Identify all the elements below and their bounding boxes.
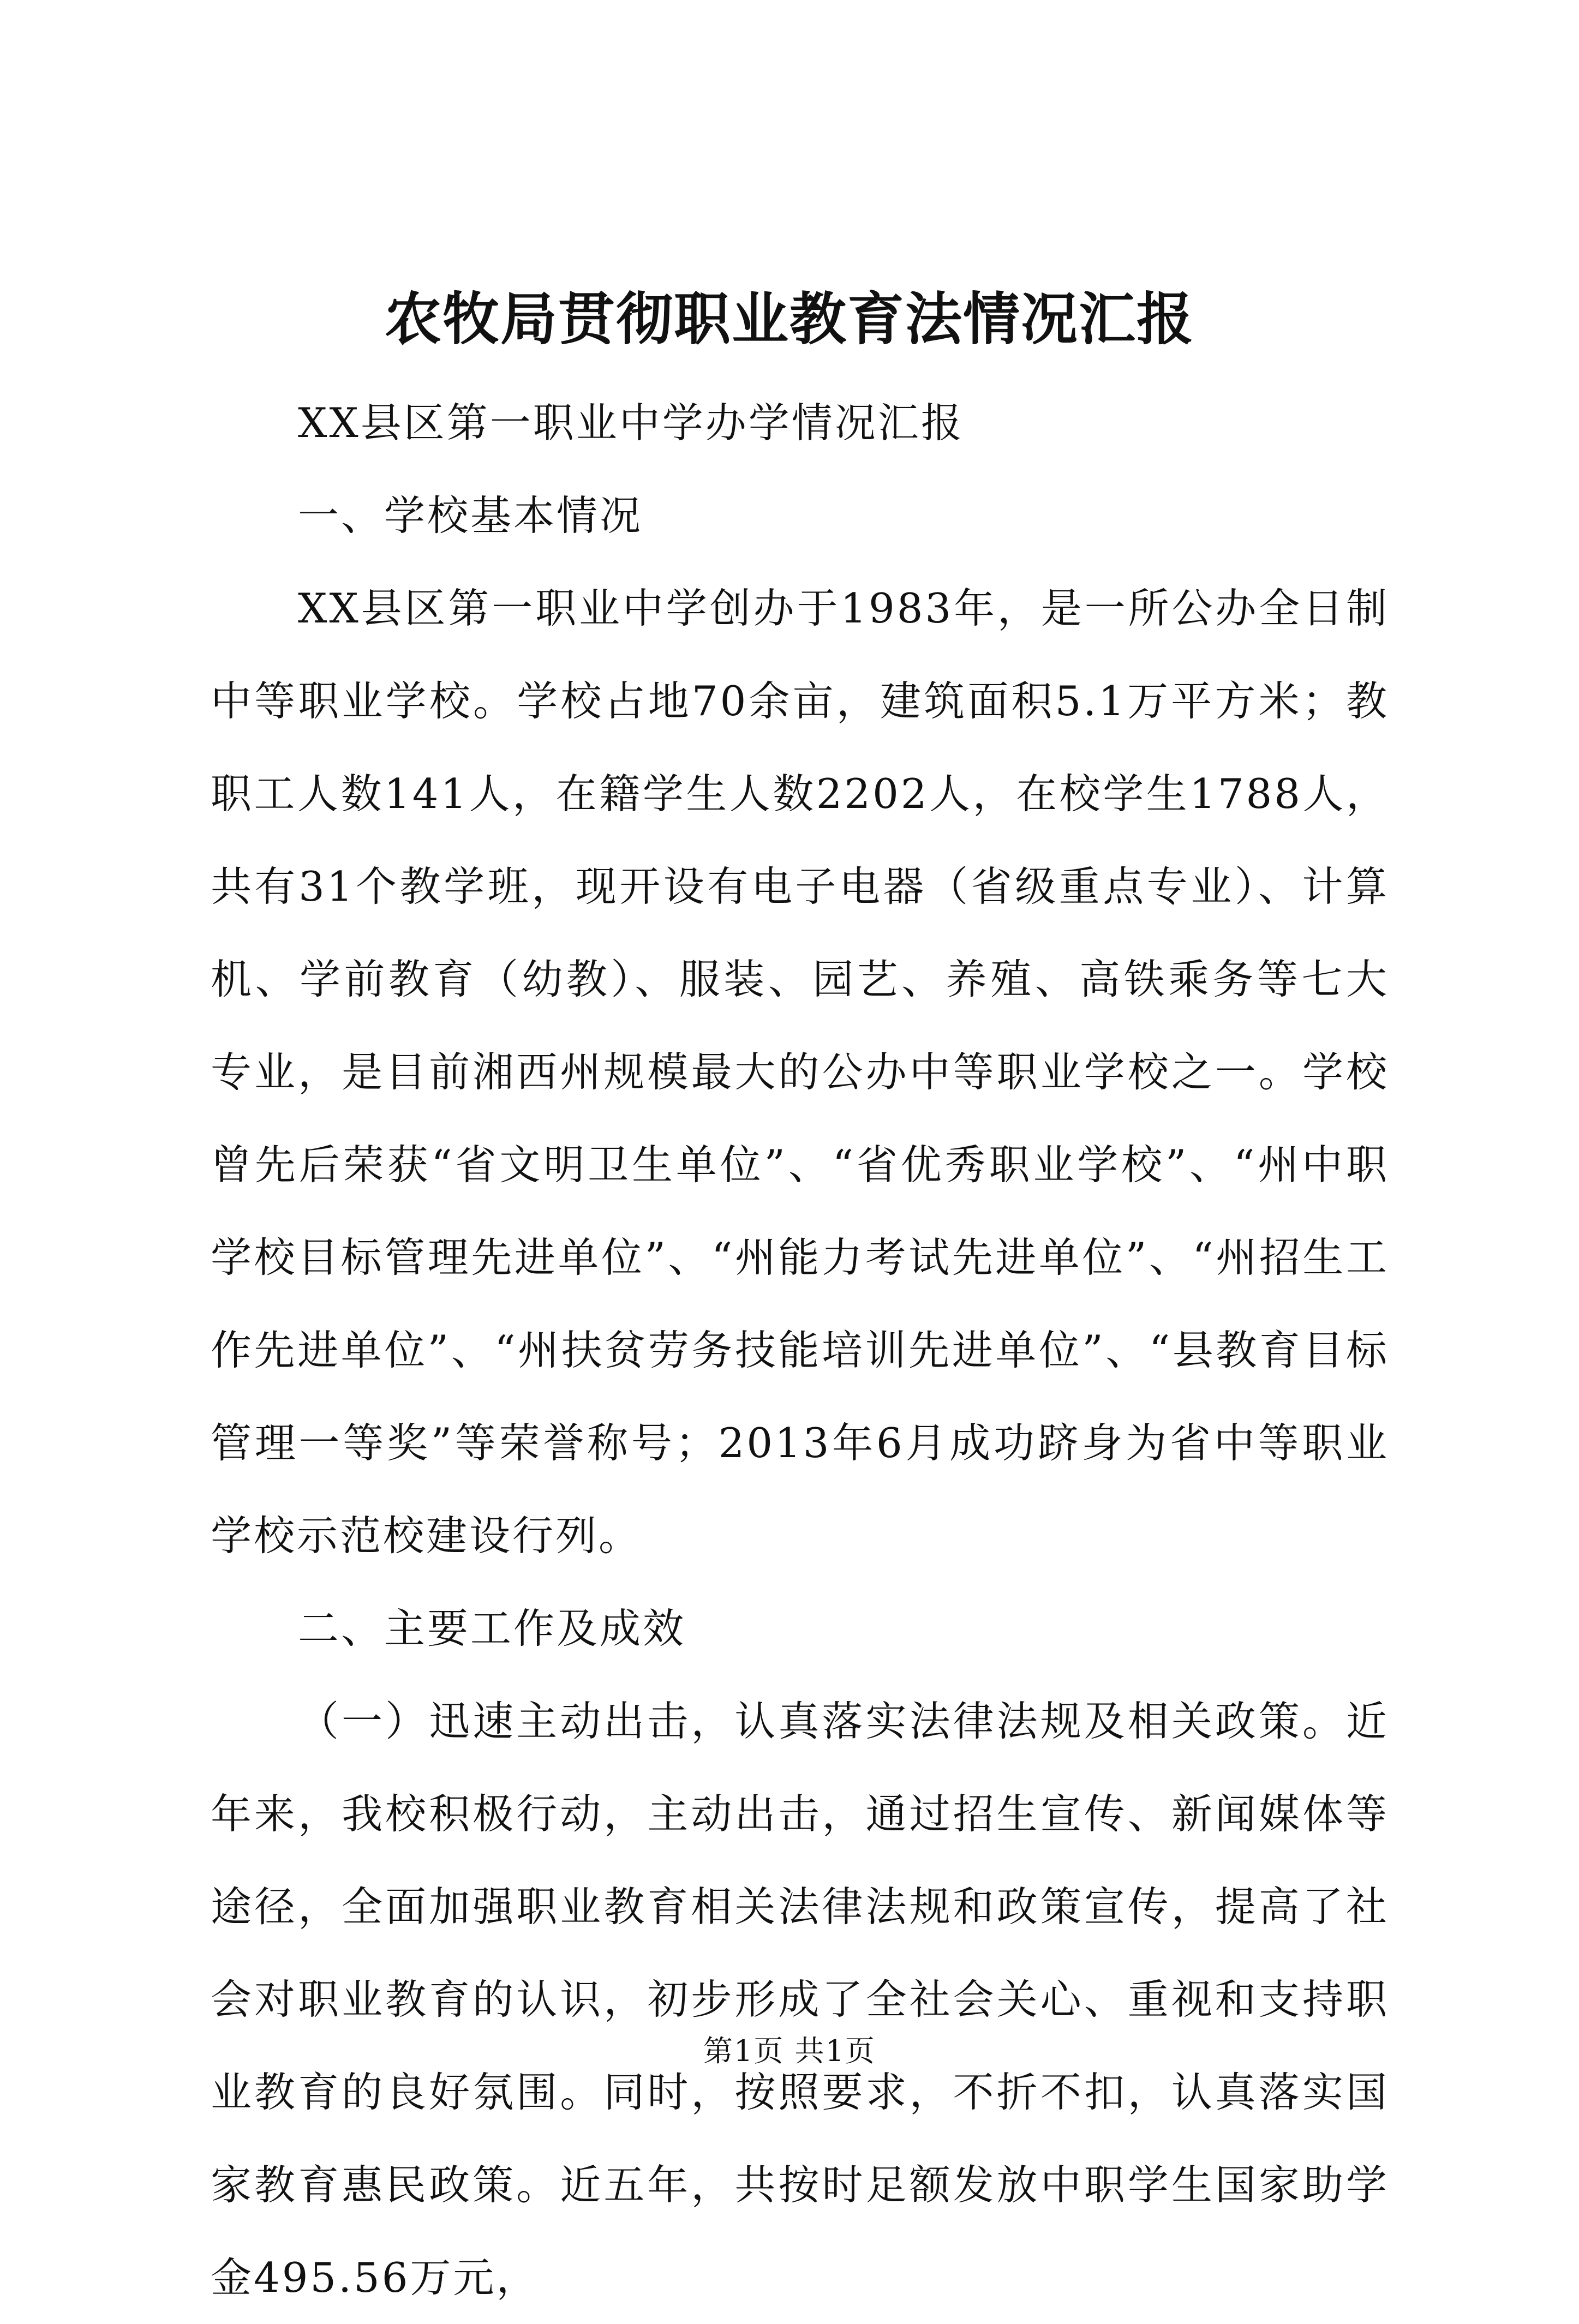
paragraph-subtitle: XX县区第一职业中学办学情况汇报 — [298, 399, 964, 447]
page-number-footer: 第1页 共1页 — [703, 2034, 876, 2068]
paragraph-section-1-heading: 一、学校基本情况 — [298, 492, 643, 540]
paragraph-school-overview: XX县区第一职业中学创办于1983年，是一所公办全日制中等职业学校。学校占地70余亩，建筑面积5.1万平方米；教职工人数141人，在籍学生人数2202人，在校学生1788人，共有31个教学班，现开设有电子电器（省级重点专业）、计算机、学前教育（幼教）、服装、园艺、养殖、高铁乘务等七大专业，是目前湘西州规模最大的公办中等职业学校之一。学校曾先后荣获“省文明卫生单位”、“省优秀职业学校”、“州中职学校目标管理先进单位”、“州能力考试先进单位”、“州招生工作先进单位”、“州扶贫劳务技能培训先进单位”、“县教育目标管理一等奖”等荣誉称号；2013年6月成功跻身为省中等职业学校示范校建设行列。 — [211, 584, 1389, 1560]
paragraph-work-item-1: （一）迅速主动出击，认真落实法律法规及相关政策。近年来，我校积极行动，主动出击，通过招生宣传、新闻媒体等途径，全面加强职业教育相关法律法规和政策宣传，提高了社会对职业教育的认识，初步形成了全社会关心、重视和支持职业教育的良好氛围。同时，按照要求，不折不扣，认真落实国家教育惠民政策。近五年，共按时足额发放中职学生国家助学金495.56万元， — [211, 1697, 1389, 2302]
paragraph-section-2-heading: 二、主要工作及成效 — [298, 1604, 686, 1652]
document-title: 农牧局贯彻职业教育法情况汇报 — [384, 285, 1194, 352]
